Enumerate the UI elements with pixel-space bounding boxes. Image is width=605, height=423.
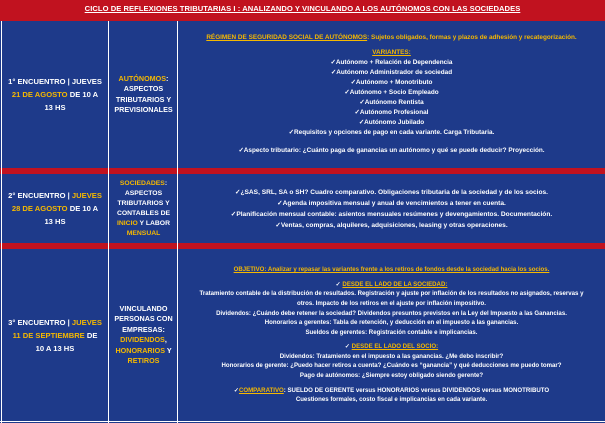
- row3-sociedad-line: otros. Impacto de los retiros en el ajuste por inflación impositivo.: [297, 299, 486, 307]
- check-icon: ✓: [350, 79, 356, 86]
- row1-session-cell: [2, 21, 108, 168]
- row1-aspecto: ✓Aspecto tributario: ¿Cuánto paga de ganancias un autónomo y qué se puede deducir? Proyección.: [238, 147, 545, 154]
- row1-item: ✓Autónomo Jubilado: [358, 119, 425, 126]
- row2-topic-cell: SOCIEDADES: ASPECTOS TRIBUTARIOS Y CONTABLES DE INICIO Y LABOR MENSUAL: [116, 179, 171, 237]
- row1-session-prefix: 1° ENCUENTRO | JUEVES: [8, 77, 102, 86]
- row1-topic-cell: [110, 21, 177, 168]
- check-icon: ✓: [330, 69, 337, 76]
- row2-item: ✓¿SAS, SRL, SA o SH? Cuadro comparativo. Obligaciones tributaria de la sociedad y de los socios.: [234, 188, 549, 196]
- row2-topic-text: ASPECTOS TRIBUTARIOS Y CONTABLES DE: [116, 189, 171, 217]
- row2-topic-label: SOCIEDADES: [119, 179, 165, 187]
- row2-item: ✓Ventas, compras, alquileres, adquisiciones, leasing y otras operaciones.: [275, 221, 508, 229]
- check-icon: ✓: [233, 386, 239, 394]
- row1-topic-label: AUTÓNOMOS: [118, 73, 167, 83]
- check-icon: ✓: [344, 89, 350, 96]
- check-icon: ✓: [275, 221, 281, 229]
- row2-session-cell: [2, 174, 108, 243]
- row1-topic-colon: :: [166, 73, 169, 83]
- row1-item: ✓Autónomo Profesional: [354, 109, 429, 116]
- check-icon: ✓: [359, 99, 365, 106]
- row3-session-time: DE 10 A 13 HS: [35, 330, 98, 353]
- check-icon: ✓: [277, 199, 283, 207]
- check-icon: ✓: [230, 210, 237, 218]
- row2-session-prefix: 2° ENCUENTRO |: [8, 191, 72, 200]
- row3-sociedad-line: Honorarios a gerentes: Tabla de retención, y deducción en el impuesto a las ganancias.: [264, 319, 519, 327]
- row3-socio-line: Honorarios de gerente: ¿Puedo hacer retiros a cuenta? ¿Cuándo es “ganancia” y qué deducciones me puedo tomar?: [221, 362, 562, 370]
- row1-topic-text: ASPECTOS TRIBUTARIOS Y PREVISIONALES: [114, 84, 173, 114]
- row3-session-prefix: 3° ENCUENTRO |: [8, 317, 72, 327]
- check-icon: ✓: [354, 109, 360, 116]
- check-icon: ✓: [330, 59, 336, 66]
- title-banner: [0, 0, 605, 17]
- row2-content-cell: [178, 174, 605, 243]
- check-icon: ✓: [344, 343, 350, 351]
- row1-header: [206, 33, 576, 43]
- page-title: CICLO DE REFLEXIONES TRIBUTARIAS I : ANALIZANDO Y VINCULANDO A LOS AUTÓNOMOS CON LAS SOCIEDADES: [84, 4, 521, 13]
- row2-item: ✓Planificación mensual contable: asientos mensuales resúmenes y devengamientos. Documentación.: [230, 210, 553, 218]
- row3-session-cell: [2, 249, 108, 421]
- row3-sociedad-line: Dividendos: ¿Cuándo debe retener la sociedad? Dividendos presuntos previstos en la Ley del Impuesto a las Ganancias.: [216, 309, 567, 317]
- row1-item: ✓Autónomo + Socio Empleado: [344, 89, 439, 96]
- row2-session-date: JUEVES 28 DE AGOSTO: [11, 191, 102, 213]
- row3-session-date: JUEVES 11 DE SEPTIEMBRE: [12, 317, 102, 340]
- check-icon: ✓: [238, 147, 244, 154]
- row3-sociedad-line: Tratamiento contable de la distribución de resultados. Registración y ajuste por inflación de los resultados no asignados, reservas y: [199, 290, 584, 298]
- row1-item: ✓Autónomo Rentista: [359, 99, 424, 106]
- row1-variantes-title: VARIANTES:: [372, 49, 411, 56]
- row3-comparativo: ✓COMPARATIVO: SUELDO DE GERENTE versus HONORARIOS versus DIVIDENDOS versus MONOTRIBUTO: [233, 386, 550, 394]
- column-divider-1: [108, 21, 109, 423]
- row2-item: ✓Agenda impositiva mensual y anual de vencimientos a tener en cuenta.: [277, 199, 506, 207]
- row1-item: ✓Autónomo + Relación de Dependencia: [330, 59, 453, 66]
- row1-session-time: DE 10 A 13 HS: [44, 90, 99, 112]
- row1-item: ✓Autónomo Administrador de sociedad: [330, 69, 453, 76]
- row3-objetivo: OBJETIVO: Analizar y repasar las variantes frente a los retiros de fondos desde la sociedad hacia los socios.: [233, 266, 550, 274]
- row3-sociedad-line: Sueldos de gerentes: Registración contable e implicancias.: [305, 328, 478, 336]
- row3-content-cell: [178, 249, 605, 421]
- row3-sociedad-title: ✓ DESDE EL LADO DE LA SOCIEDAD:: [335, 280, 448, 288]
- check-icon: ✓: [335, 280, 341, 288]
- row3-topic-text: VINCULANDO PERSONAS CON EMPRESAS:: [114, 303, 173, 334]
- check-icon: ✓: [234, 188, 241, 196]
- row3-socio-line: Dividendos: Tratamiento en el impuesto a las ganancias. ¿Me debo inscribir?: [279, 352, 504, 360]
- row3-socio-title: ✓ DESDE EL LADO DEL SOCIO:: [344, 343, 439, 351]
- row3-socio-line: Pago de autónomos: ¿Siempre estoy obligado siendo gerente?: [299, 372, 484, 380]
- row1-item: ✓Autónomo + Monotributo: [350, 79, 433, 86]
- row3-topic-cell: VINCULANDO PERSONAS CON EMPRESAS: DIVIDENDOS, HONORARIOS Y RETIROS: [114, 303, 173, 365]
- row1-header-text: : Sujetos obligados, formas y plazos de adhesión y recategorización.: [367, 34, 577, 41]
- bottom-border: [0, 421, 605, 422]
- row1-session-date: 21 DE AGOSTO: [11, 90, 68, 99]
- row1-content-cell: [178, 21, 605, 168]
- row3-comparativo-sub: Cuestiones formales, costo fiscal e implicancias en cada variante.: [295, 396, 488, 404]
- check-icon: ✓: [358, 119, 365, 126]
- row2-session-time: DE 10 A 13 HS: [44, 204, 99, 226]
- check-icon: ✓: [288, 129, 295, 136]
- row1-item: ✓Requisitos y opciones de pago en cada variante. Carga Tributaria.: [288, 129, 495, 136]
- row1-header-label: RÉGIMEN DE SEGURIDAD SOCIAL DE AUTÓNOMOS: [206, 34, 368, 41]
